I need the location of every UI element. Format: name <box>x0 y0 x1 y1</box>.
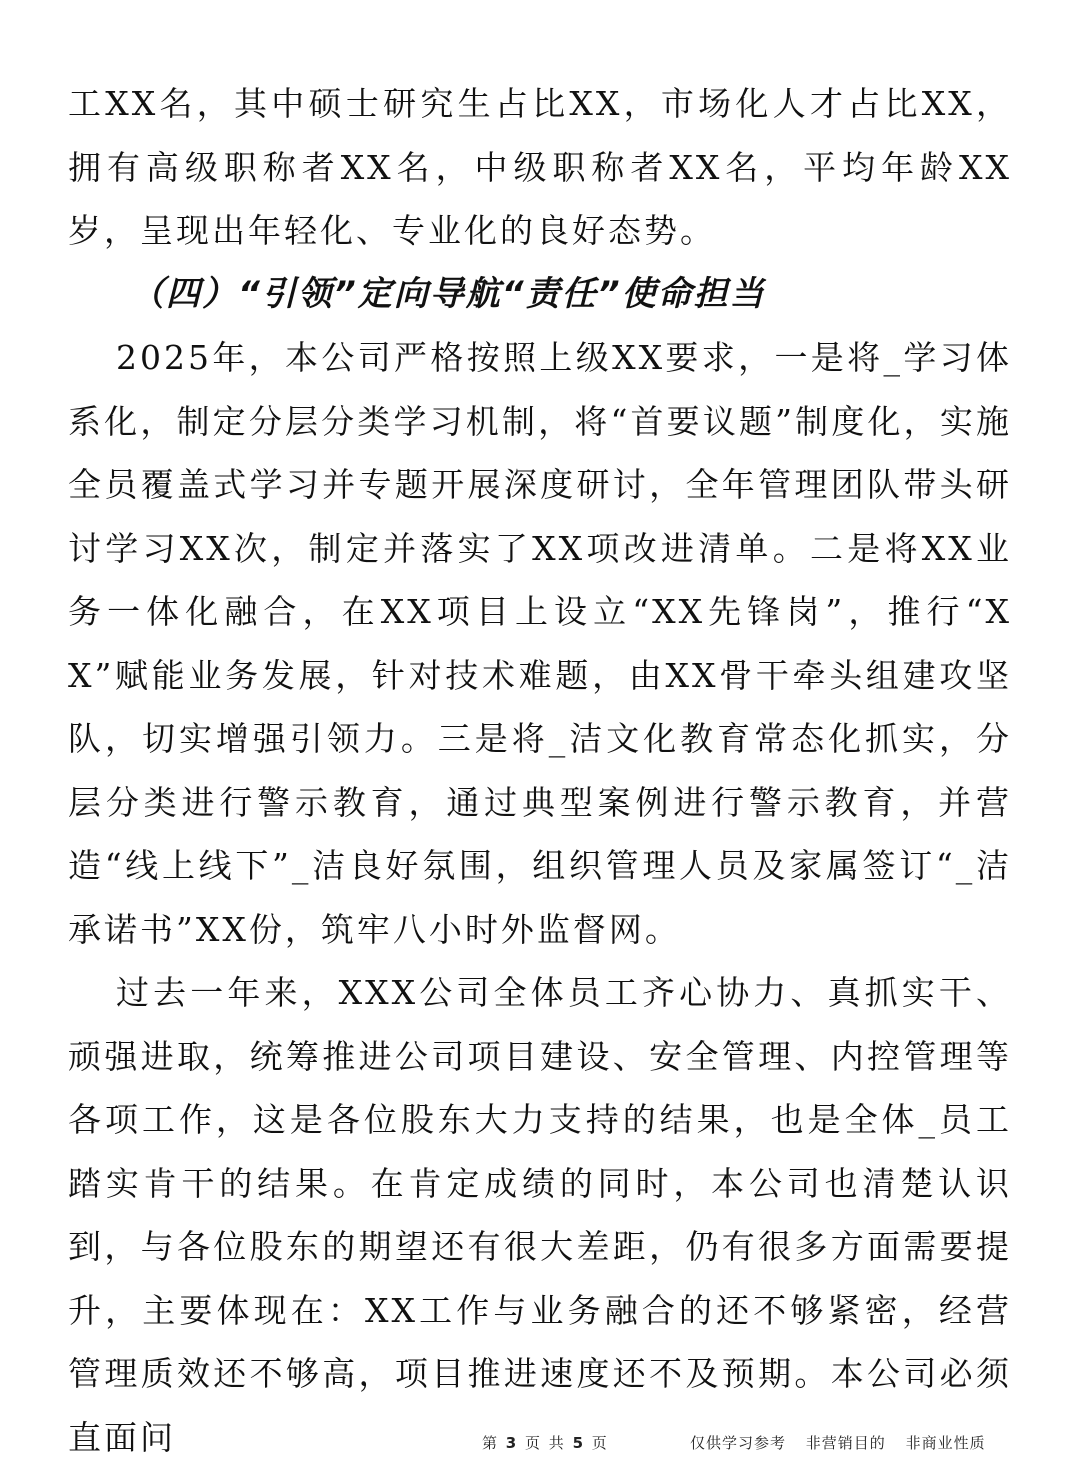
document-body <box>68 72 1012 1469</box>
disclaimer-non-commercial: 非商业性质 <box>905 1434 986 1452</box>
paragraph-body: 2025年，本公司严格按照上级XX要求，一是将_学习体系化，制定分层分类学习机制，将“首要议题”制度化，实施全员覆盖式学习并专题开展深度研讨，全年管理团队带头研讨学习XX次，制定并落实了XX项改进清单。二是将XX业务一体化融合，在XX项目上设立“XX先锋岗”，推行“XX”赋能业务发展，针对技术难题，由XX骨干牵头组建攻坚队，切实增强引领力。三是将_洁文化教育常态化抓实，分层分类进行警示教育，通过典型案例进行警示教育，并营造“线上线下”_洁良好氛围，组织管理人员及家属签订“_洁承诺书”XX份，筑牢八小时外监督网。 <box>68 338 1012 949</box>
disclaimer-study: 仅供学习参考 <box>690 1434 787 1452</box>
page-mid: 页 共 <box>525 1434 566 1452</box>
footer-disclaimer <box>690 1432 1000 1453</box>
disclaimer-non-marketing: 非营销目的 <box>805 1434 886 1452</box>
paragraph-continuation: 工XX名，其中硕士研究生占比XX，市场化人才占比XX，拥有高级职称者XX名，中级职称者XX名，平均年龄XX岁，呈现出年轻化、专业化的良好态势。 <box>68 84 1012 250</box>
page-footer <box>0 1432 1080 1456</box>
page-number <box>482 1432 609 1453</box>
section-heading: （四）“引领”定向导航“责任”使命担当 <box>130 273 766 314</box>
total-pages: 5 <box>572 1434 586 1452</box>
page-prefix: 第 <box>482 1434 500 1452</box>
paragraph-body: 过去一年来，XXX公司全体员工齐心协力、真抓实干、顽强进取，统筹推进公司项目建设、安全管理、内控管理等各项工作，这是各位股东大力支持的结果，也是全体_员工踏实肯干的结果。在肯定成绩的同时，本公司也清楚认识到，与各位股东的期望还有很大差距，仍有很多方面需要提升，主要体现在：XX工作与业务融合的还不够紧密，经营管理质效还不够高，项目推进速度还不及预期。本公司必须直面问 <box>68 973 1012 1457</box>
page-suffix: 页 <box>591 1434 609 1452</box>
current-page: 3 <box>505 1434 519 1452</box>
